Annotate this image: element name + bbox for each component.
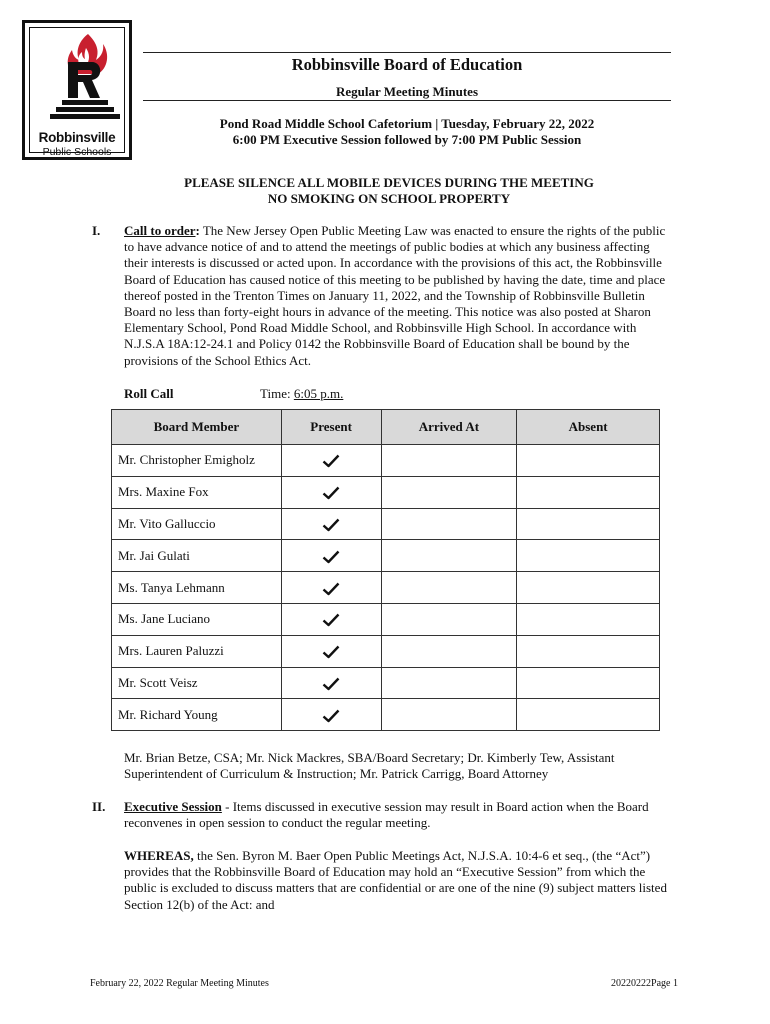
present-cell: [281, 699, 381, 731]
board-member-name: Mr. Christopher Emigholz: [112, 445, 282, 477]
board-member-name: Mr. Vito Galluccio: [112, 508, 282, 540]
section-1-colon: :: [195, 223, 200, 238]
roll-call-label: Roll Call: [124, 386, 174, 401]
checkmark-icon: [322, 582, 340, 596]
table-row: [112, 667, 660, 699]
roll-call-time-value: 6:05 p.m.: [293, 386, 344, 401]
table-row: [112, 603, 660, 635]
checkmark-icon: [322, 613, 340, 627]
checkmark-icon: [322, 486, 340, 500]
logo-text-public-schools: Public Schools: [42, 146, 112, 158]
checkmark-icon: [322, 518, 340, 532]
present-cell: [281, 667, 381, 699]
table-row: [112, 540, 660, 572]
district-logo: [22, 20, 132, 160]
section-2-body: - Items discussed in executive session may result in Board action when the Board reconvenes in open session to conduct the regular meeting.: [124, 799, 649, 831]
absent-cell: [517, 603, 660, 635]
arrived-at-cell: [381, 476, 517, 508]
present-cell: [281, 476, 381, 508]
absent-cell: [517, 540, 660, 572]
notice-no-smoking: NO SMOKING ON SCHOOL PROPERTY: [267, 191, 511, 206]
also-present-list: Mr. Brian Betze, CSA; Mr. Nick Mackres, SBA/Board Secretary; Dr. Kimberly Tew, Assistant Superintendent of Curriculum & Instruction; Mr. Patrick Carrigg, Board Attorney: [124, 750, 615, 782]
checkmark-icon: [322, 677, 340, 691]
table-row: [112, 476, 660, 508]
present-cell: [281, 445, 381, 477]
footer-document-name: February 22, 2022 Regular Meeting Minutes: [90, 978, 269, 989]
table-row: [112, 635, 660, 667]
notice-silence-devices: PLEASE SILENCE ALL MOBILE DEVICES DURING THE MEETING: [184, 175, 594, 190]
section-1-heading: Call to order: [124, 223, 196, 238]
present-cell: [281, 635, 381, 667]
present-cell: [281, 540, 381, 572]
section-1-call-to-order: [124, 223, 668, 369]
board-member-name: Mrs. Lauren Paluzzi: [112, 635, 282, 667]
meeting-location-line1: Pond Road Middle School Cafetorium | Tuesday, February 22, 2022: [219, 116, 595, 131]
arrived-at-cell: [381, 667, 517, 699]
section-1-body: The New Jersey Open Public Meeting Law was enacted to ensure the rights of the public to have advance notice of and to attend the meetings of public bodies at which any business affecting their interests is discussed or acted upon. In accordance with the provisions of this act, the Robbinsville Board of Education has caused notice of this meeting to be published by having the date, time and place thereof posted in the Trenton Times on January 11, 2022, and the Township of Robbinsville Bulletin Board no less than forty-eight hours in advance of the meeting. This notice was also posted at Sharon Elementary School, Pond Road Middle School, and Robbinsville High School. In accordance with N.J.S.A 18A:12-24.1 and Policy 0142 the Robbinsville Board of Education shall be bound by the provisions of the School Ethics Act.: [124, 223, 666, 368]
roll-call-time-label: Time:: [260, 386, 294, 401]
board-member-name: Ms. Tanya Lehmann: [112, 572, 282, 604]
meeting-location: [143, 116, 671, 148]
meeting-notice: [100, 175, 678, 207]
torch-r-emblem-icon: [30, 28, 130, 124]
document-title: Robbinsville Board of Education: [291, 55, 523, 74]
section-2-heading: Executive Session: [124, 799, 222, 814]
header-top-rule: [143, 52, 671, 53]
arrived-at-cell: [381, 445, 517, 477]
logo-text-robbinsville: Robbinsville: [38, 130, 116, 145]
absent-cell: [517, 635, 660, 667]
checkmark-icon: [322, 645, 340, 659]
arrived-at-cell: [381, 603, 517, 635]
checkmark-icon: [322, 550, 340, 564]
arrived-at-cell: [381, 699, 517, 731]
logo-frame: [29, 27, 125, 158]
section-2-number: II.: [92, 799, 106, 814]
arrived-at-cell: [381, 508, 517, 540]
footer-page-number: 20220222Page 1: [611, 978, 678, 989]
checkmark-icon: [322, 709, 340, 723]
column-header-present: Present: [281, 410, 381, 445]
board-member-name: Mr. Richard Young: [112, 699, 282, 731]
absent-cell: [517, 508, 660, 540]
whereas-body: the Sen. Byron M. Baer Open Public Meetings Act, N.J.S.A. 10:4-6 et seq., (the “Act”) provides that the Robbinsville Board of Education may hold an “Executive Session” from which the public is excluded to discuss matters that are confidential or are one of the nine (9) subject matters listed Section 12(b) of the Act: and: [124, 848, 667, 912]
whereas-paragraph: [124, 848, 668, 913]
whereas-label: WHEREAS,: [124, 848, 194, 863]
table-row: [112, 445, 660, 477]
table-row: [112, 572, 660, 604]
column-header-arrived-at: Arrived At: [381, 410, 517, 445]
checkmark-icon: [322, 454, 340, 468]
absent-cell: [517, 572, 660, 604]
board-member-name: Mrs. Maxine Fox: [112, 476, 282, 508]
section-2-executive-session: [124, 799, 668, 831]
section-1-number: I.: [92, 223, 101, 238]
board-member-name: Mr. Scott Veisz: [112, 667, 282, 699]
absent-cell: [517, 699, 660, 731]
column-header-absent: Absent: [517, 410, 660, 445]
table-row: [112, 508, 660, 540]
roll-call-table: [111, 409, 660, 731]
absent-cell: [517, 476, 660, 508]
present-cell: [281, 572, 381, 604]
arrived-at-cell: [381, 635, 517, 667]
document-subtitle: Regular Meeting Minutes: [335, 84, 479, 99]
arrived-at-cell: [381, 540, 517, 572]
meeting-schedule-line2: 6:00 PM Executive Session followed by 7:00 PM Public Session: [232, 132, 582, 147]
table-row: [112, 699, 660, 731]
arrived-at-cell: [381, 572, 517, 604]
board-member-name: Ms. Jane Luciano: [112, 603, 282, 635]
column-header-board-member: Board Member: [112, 410, 282, 445]
header-bottom-rule: [143, 100, 671, 101]
board-member-name: Mr. Jai Gulati: [112, 540, 282, 572]
present-cell: [281, 508, 381, 540]
roll-call-header: [124, 386, 344, 402]
roll-call-table-header: [112, 410, 660, 445]
absent-cell: [517, 667, 660, 699]
roll-call-time: [260, 386, 343, 402]
absent-cell: [517, 445, 660, 477]
present-cell: [281, 603, 381, 635]
